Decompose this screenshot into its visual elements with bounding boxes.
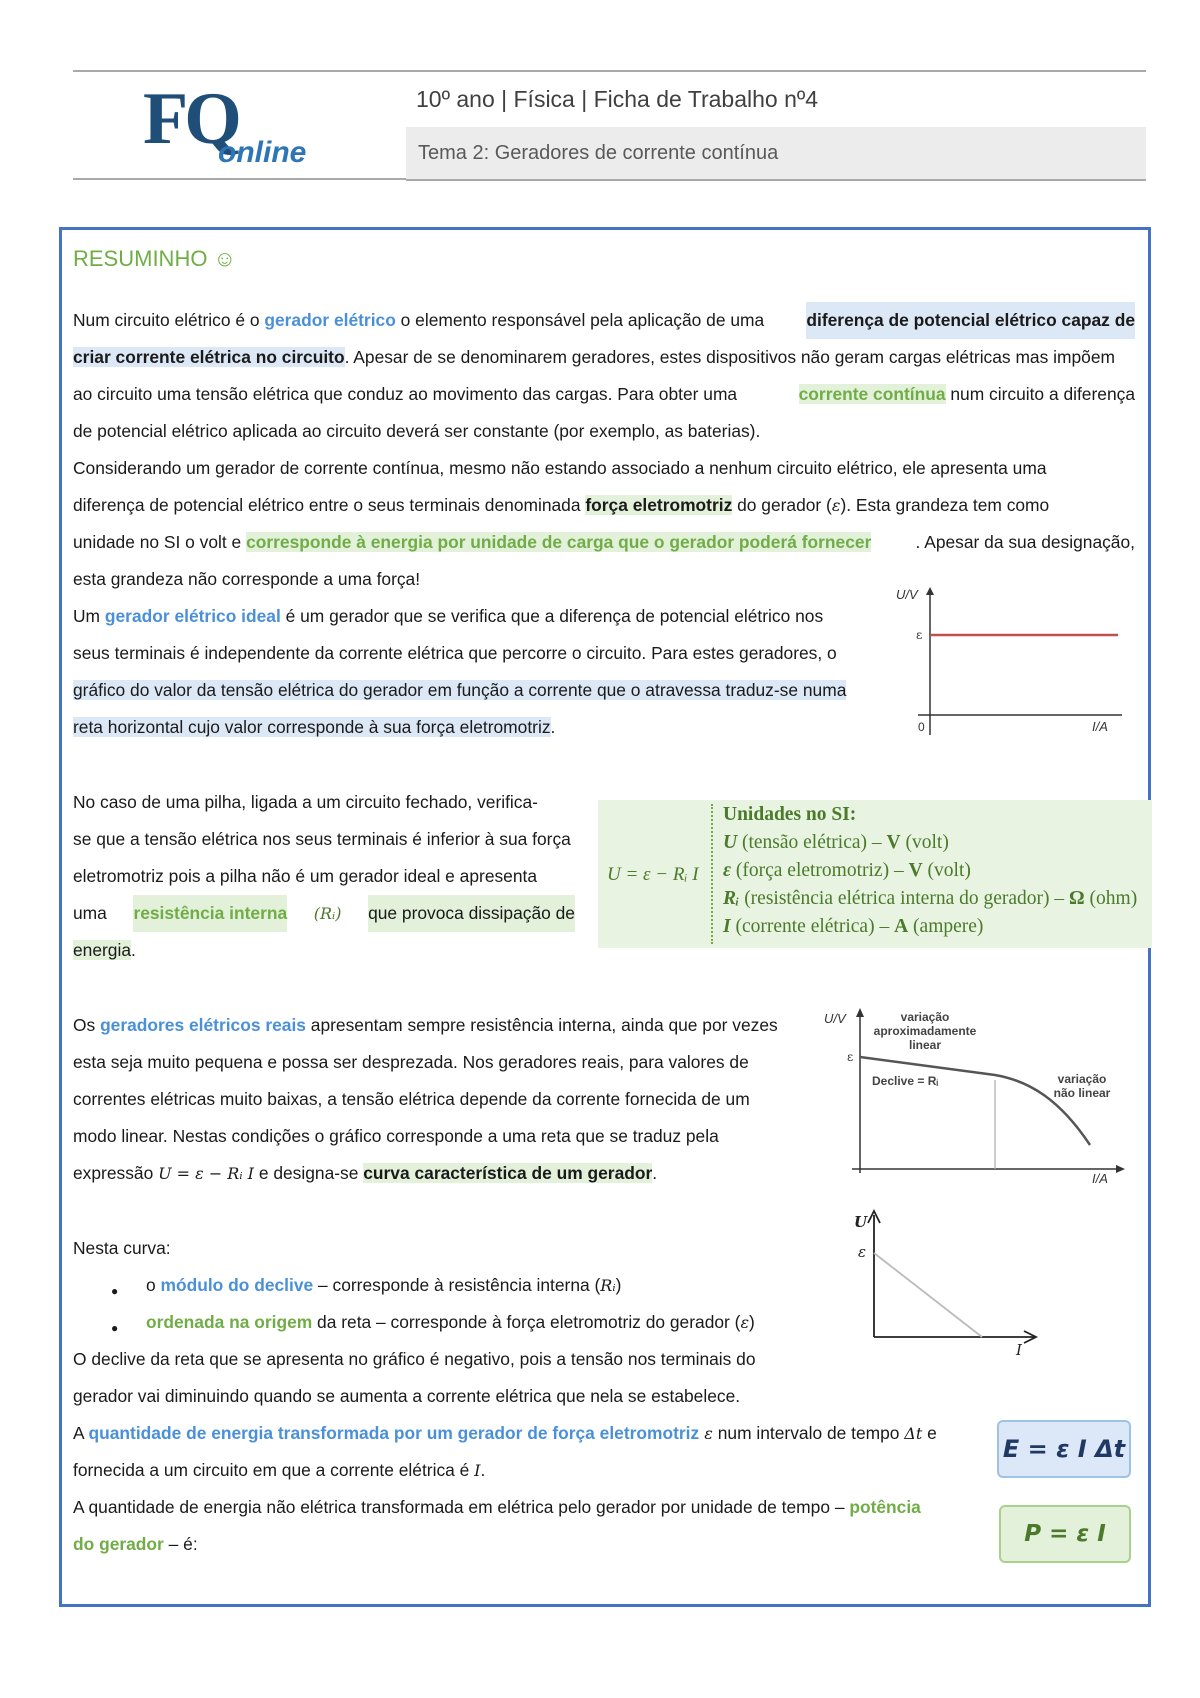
page-subtitle: Tema 2: Geradores de corrente contínua	[418, 142, 779, 164]
units-divider	[711, 804, 717, 944]
characteristic-line-graph	[850, 1205, 1050, 1355]
bullet-2-icon: ●	[111, 1321, 119, 1335]
p2-line-1: Considerando um gerador de corrente contínua, mesmo não estando associado a nenhum circuito elétrico, ele apresenta uma	[73, 458, 1047, 478]
units-line-4: I (corrente elétrica) – A (ampere)	[723, 916, 984, 937]
units-title: Unidades no SI:	[723, 804, 857, 825]
logo-online: online	[218, 136, 307, 169]
real-generator-graph	[820, 1005, 1140, 1185]
line-emf-label: ε	[858, 1243, 867, 1261]
p3-line-2: seus terminais é independente da corrente elétrica que percorre o circuito. Para estes geradores, o	[73, 643, 837, 663]
p1-line-2: criar corrente elétrica no circuito. Apesar de se denominarem geradores, estes dispositivos não geram cargas elétricas mas impõem	[73, 347, 1115, 367]
real-y-arrow	[856, 1008, 864, 1017]
ideal-generator-graph	[890, 585, 1130, 745]
p6-bullet-2: ordenada na origem da reta – corresponde à força eletromotriz do gerador (ε)	[146, 1312, 755, 1332]
p7-line-4: do gerador – é:	[73, 1534, 198, 1554]
ideal-y-label: U/V	[896, 587, 918, 602]
real-x-arrow	[1116, 1165, 1125, 1173]
p4-line-5: energia.	[73, 940, 136, 960]
p7-line-2: fornecida a um circuito em que a corrente elétrica é I.	[73, 1460, 486, 1480]
p6-line-1: O declive da reta que se apresenta no gráfico é negativo, pois a tensão nos terminais do	[73, 1349, 756, 1369]
real-x-label: I/A	[1092, 1171, 1108, 1185]
p5-line-1: Os geradores elétricos reais apresentam sempre resistência interna, ainda que por vezes	[73, 1015, 778, 1035]
p7-line-3: A quantidade de energia não elétrica transformada em elétrica pelo gerador por unidade de tempo – potência	[73, 1497, 921, 1517]
real-slope-label: Declive = Rᵢ	[872, 1074, 939, 1088]
real-linear-label-2: aproximadamente	[873, 1024, 977, 1038]
p7-line-1: A quantidade de energia transformada por um gerador de força eletromotriz ε num intervalo de tempo Δt e	[73, 1423, 937, 1443]
page-title: 10º ano | Física | Ficha de Trabalho nº4	[416, 86, 819, 112]
real-linear-label-3: linear	[908, 1038, 942, 1052]
units-line-3: Rᵢ (resistência elétrica interna do gerador) – Ω (ohm)	[723, 888, 1138, 909]
logo-fq: FQ	[143, 78, 238, 160]
p3-line-3: gráfico do valor da tensão elétrica do gerador em função a corrente que o atravessa traduz-se numa	[73, 680, 847, 700]
real-nonlinear-label-2: não linear	[1053, 1086, 1111, 1100]
real-linear-label-1: variação	[900, 1010, 950, 1024]
p2-line-2: diferença de potencial elétrico entre o seus terminais denominada força eletromotriz do gerador (ε). Esta grandeza tem como	[73, 495, 1050, 515]
real-emf-label: ε	[847, 1050, 854, 1064]
energy-formula: E = ε I Δt	[997, 1420, 1131, 1478]
p5-line-2: esta seja muito pequena e possa ser desprezada. Nos geradores reais, para valores de	[73, 1052, 749, 1072]
line-x-label: I	[1016, 1341, 1022, 1355]
units-line-2: ε (força eletromotriz) – V (volt)	[723, 860, 971, 881]
real-nonlinear-label-1: variação	[1057, 1072, 1107, 1086]
p1-line-3: ao circuito uma tensão elétrica que conduz ao movimento das cargas. Para obter uma corrente contínua num circuito a diferença	[73, 384, 1135, 404]
p1-line-4: de potencial elétrico aplicada ao circuito deverá ser constante (por exemplo, as baterias).	[73, 421, 761, 441]
p6-bullet-1: o módulo do declive – corresponde à resistência interna (Rᵢ)	[146, 1275, 622, 1295]
p2-line-3: unidade no SI o volt e corresponde à energia por unidade de carga que o gerador poderá fornecer . Apesar da sua designação,	[73, 532, 1135, 552]
ideal-emf-label: ε	[916, 628, 923, 642]
ideal-origin-label: 0	[918, 720, 925, 734]
p4-line-1: No caso de uma pilha, ligada a um circuito fechado, verifica-	[73, 792, 538, 812]
line-y-label: U	[854, 1213, 868, 1231]
ideal-x-label: I/A	[1092, 719, 1108, 734]
p1-line-1: Num circuito elétrico é o gerador elétrico o elemento responsável pela aplicação de uma diferença de potencial elétrico capaz de	[73, 302, 1135, 339]
p2-line-4: esta grandeza não corresponde a uma força!	[73, 569, 421, 589]
ideal-y-arrow	[926, 587, 934, 595]
real-y-label: U/V	[824, 1011, 846, 1026]
p4-line-4: uma resistência interna (Rᵢ) que provoca dissipação de	[73, 895, 575, 932]
p4-line-2: se que a tensão elétrica nos seus terminais é inferior à sua força	[73, 829, 571, 849]
units-line-1: U (tensão elétrica) – V (volt)	[723, 832, 949, 853]
p5-line-3: correntes elétricas muito baixas, a tensão elétrica depende da corrente fornecida de um	[73, 1089, 750, 1109]
real-curve	[860, 1057, 1090, 1145]
p3-line-4: reta horizontal cujo valor corresponde à sua força eletromotriz.	[73, 717, 556, 737]
line-characteristic	[874, 1253, 982, 1337]
p6-line-2: gerador vai diminuindo quando se aumenta a corrente elétrica que nela se estabelece.	[73, 1386, 741, 1406]
bullet-1-icon: ●	[111, 1284, 119, 1298]
summary-heading: RESUMINHO ☺	[73, 246, 237, 271]
p5-line-4: modo linear. Nestas condições o gráfico corresponde a uma reta que se traduz pela	[73, 1126, 719, 1146]
header-bottom-rule	[73, 178, 406, 180]
p5-line-5: expressão U = ε − Rᵢ I e designa-se curva característica de um gerador.	[73, 1163, 658, 1183]
power-formula: P = ε I	[999, 1505, 1131, 1563]
header-top-rule	[73, 70, 1146, 72]
p6-intro: Nesta curva:	[73, 1238, 171, 1258]
units-equation: U = ε − Rᵢ I	[607, 864, 699, 885]
p3-line-1: Um gerador elétrico ideal é um gerador que se verifica que a diferença de potencial elétrico nos	[73, 606, 824, 626]
p4-line-3: eletromotriz pois a pilha não é um gerador ideal e apresenta	[73, 866, 538, 886]
